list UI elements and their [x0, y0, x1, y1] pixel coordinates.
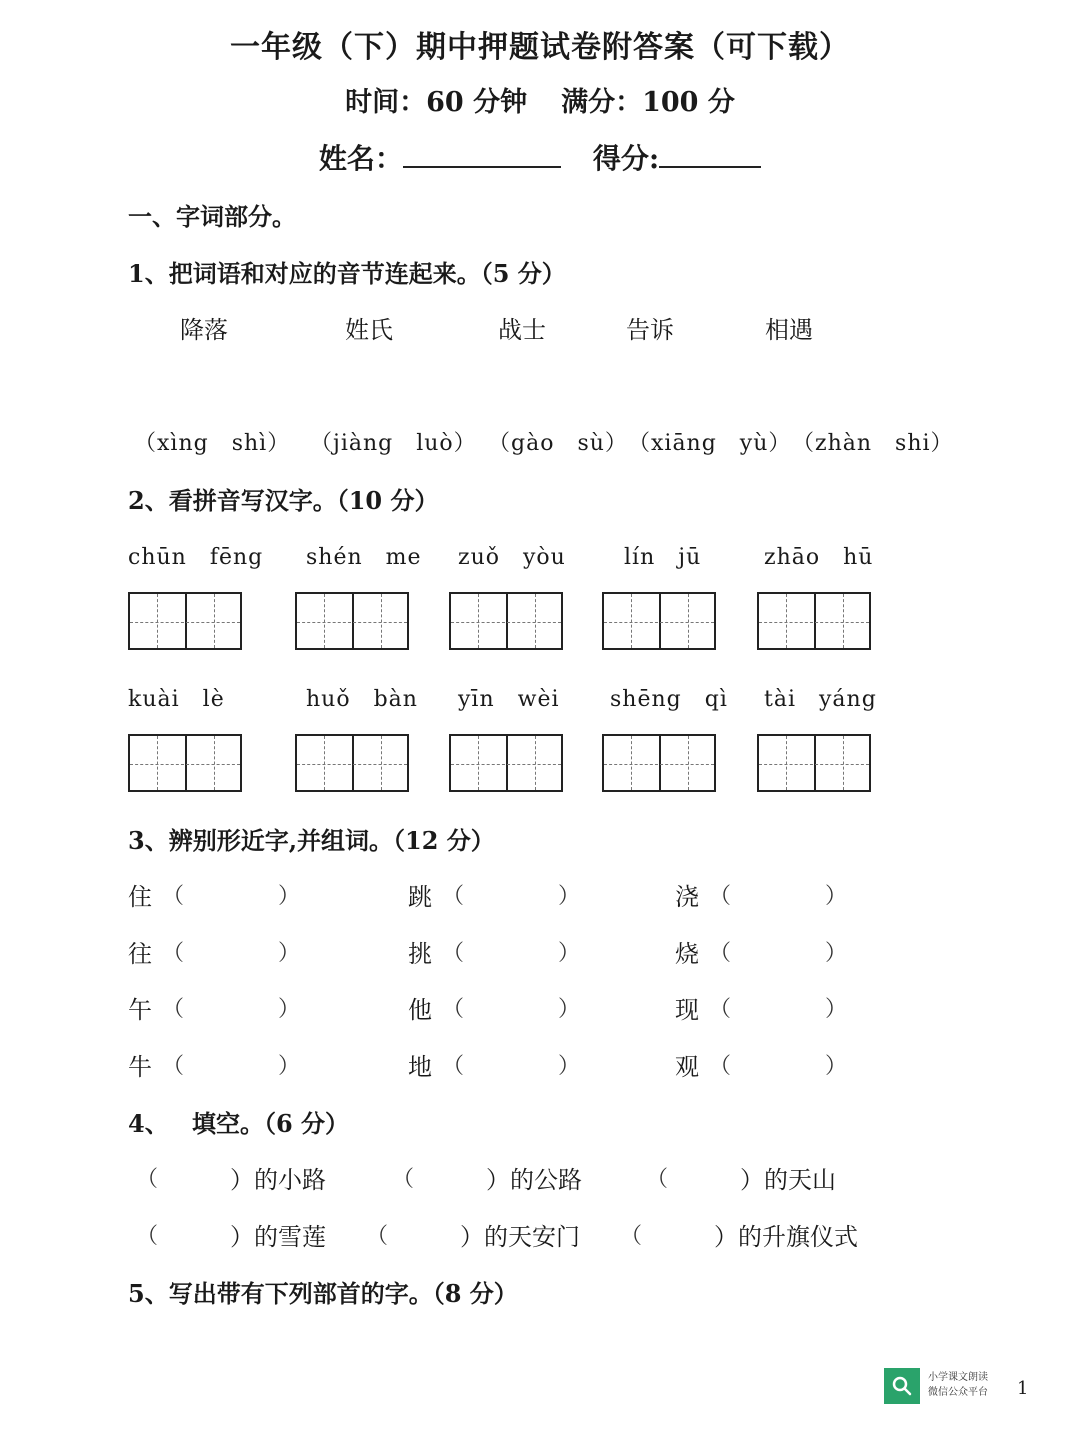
- fill-blank-item: ）的升旗仪式: [714, 1223, 858, 1251]
- paren-open: （: [162, 884, 185, 909]
- question-1-title: 1、把词语和对应的音节连起来。（5 分）: [128, 259, 566, 288]
- logo-line-2: 微信公众平台: [928, 1387, 988, 1398]
- writing-grid[interactable]: [449, 734, 563, 792]
- writing-grid[interactable]: [295, 734, 409, 792]
- fill-blank-item: ）的公路: [486, 1166, 582, 1194]
- paren-open: （: [442, 997, 465, 1022]
- writing-grid[interactable]: [757, 734, 871, 792]
- pinyin-prompt: tài yáng: [764, 687, 877, 712]
- paren-open: （: [366, 1224, 389, 1249]
- exam-time: 时间：60 分钟: [345, 87, 528, 118]
- paren-open: （: [709, 941, 732, 966]
- pinyin-prompt: kuài lè: [128, 687, 225, 712]
- question-4-title: 填空。（6 分）: [192, 1109, 350, 1138]
- paren-open: （: [442, 941, 465, 966]
- exam-full-score: 满分：100 分: [561, 87, 735, 118]
- question-3-title: 3、辨别形近字,并组词。（12 分）: [128, 826, 495, 855]
- writing-grid[interactable]: [602, 734, 716, 792]
- pinyin-item: （xìng shì）: [134, 431, 291, 456]
- paren-open: （: [136, 1224, 159, 1249]
- pinyin-prompt: zuǒ yòu: [458, 545, 566, 570]
- search-icon: [884, 1368, 920, 1404]
- paren-close: ）: [278, 997, 301, 1022]
- page-title: 一年级（下）期中押题试卷附答案（可下载）: [230, 30, 850, 65]
- char-item: 烧: [675, 940, 699, 968]
- paren-close: ）: [558, 884, 581, 909]
- paren-open: （: [709, 884, 732, 909]
- name-label: 姓名：: [318, 142, 403, 175]
- paren-open: （: [392, 1167, 415, 1192]
- paren-open: （: [709, 1054, 732, 1079]
- pinyin-item: （zhàn shi）: [792, 431, 954, 456]
- pinyin-prompt: chūn fēng: [128, 545, 264, 570]
- paren-close: ）: [825, 997, 848, 1022]
- paren-open: （: [646, 1167, 669, 1192]
- question-2-title: 2、看拼音写汉字。（10 分）: [128, 486, 439, 515]
- char-item: 往: [128, 940, 152, 968]
- name-score-row: [0, 137, 1080, 177]
- score-label: 得分:: [592, 142, 660, 175]
- pinyin-prompt: zhāo hū: [764, 545, 874, 570]
- writing-grid[interactable]: [449, 592, 563, 650]
- writing-grid[interactable]: [128, 592, 242, 650]
- writing-grid[interactable]: [757, 592, 871, 650]
- paren-open: （: [709, 997, 732, 1022]
- pinyin-item: （jiàng luò）: [310, 431, 477, 456]
- logo-line-1: 小学课文朗读: [928, 1372, 988, 1383]
- char-item: 地: [408, 1053, 432, 1081]
- pinyin-item: （gào sù）: [488, 431, 628, 456]
- fill-blank-item: ）的天安门: [460, 1223, 580, 1251]
- logo-text: [928, 1370, 988, 1400]
- paren-close: ）: [825, 941, 848, 966]
- paren-close: ）: [278, 1054, 301, 1079]
- paren-close: ）: [825, 1054, 848, 1079]
- pinyin-item: （xiāng yù）: [628, 431, 792, 456]
- paren-close: ）: [558, 1054, 581, 1079]
- char-item: 牛: [128, 1053, 152, 1081]
- fill-blank-item: ）的小路: [230, 1166, 326, 1194]
- name-blank[interactable]: [403, 138, 561, 168]
- logo-mark: [884, 1368, 920, 1404]
- paren-close: ）: [278, 941, 301, 966]
- score-blank[interactable]: [659, 138, 761, 168]
- paren-open: （: [136, 1167, 159, 1192]
- char-item: 住: [128, 883, 152, 911]
- char-item: 浇: [675, 883, 699, 911]
- question-4-number: 4、: [128, 1109, 169, 1138]
- word-item: 相遇: [765, 316, 813, 344]
- question-5-title: 5、写出带有下列部首的字。（8 分）: [128, 1279, 518, 1308]
- paren-open: （: [442, 1054, 465, 1079]
- pinyin-prompt: shēng qì: [610, 687, 728, 712]
- paren-open: （: [162, 1054, 185, 1079]
- fill-blank-item: ）的天山: [740, 1166, 836, 1194]
- char-item: 挑: [408, 940, 432, 968]
- paren-open: （: [162, 941, 185, 966]
- paren-close: ）: [278, 884, 301, 909]
- paren-open: （: [162, 997, 185, 1022]
- page-number: 1: [1017, 1378, 1029, 1399]
- exam-info: [0, 80, 1080, 119]
- word-item: 告诉: [626, 316, 674, 344]
- fill-blank-item: ）的雪莲: [230, 1223, 326, 1251]
- paren-close: ）: [558, 997, 581, 1022]
- wechat-watermark: [884, 1368, 1010, 1404]
- char-item: 他: [408, 996, 432, 1024]
- writing-grid[interactable]: [295, 592, 409, 650]
- pinyin-prompt: yīn wèi: [458, 687, 560, 712]
- char-item: 午: [128, 996, 152, 1024]
- char-item: 跳: [408, 883, 432, 911]
- paren-close: ）: [825, 884, 848, 909]
- pinyin-prompt: lín jū: [624, 545, 702, 570]
- char-item: 现: [675, 996, 699, 1024]
- char-item: 观: [675, 1053, 699, 1081]
- word-item: 降落: [180, 316, 228, 344]
- writing-grid[interactable]: [602, 592, 716, 650]
- word-item: 战士: [498, 316, 546, 344]
- paren-open: （: [620, 1224, 643, 1249]
- word-item: 姓氏: [345, 316, 393, 344]
- pinyin-prompt: huǒ bàn: [306, 687, 418, 712]
- section-heading: 一、字词部分。: [128, 202, 296, 231]
- writing-grid[interactable]: [128, 734, 242, 792]
- pinyin-prompt: shén me: [306, 545, 422, 570]
- paren-close: ）: [558, 941, 581, 966]
- paren-open: （: [442, 884, 465, 909]
